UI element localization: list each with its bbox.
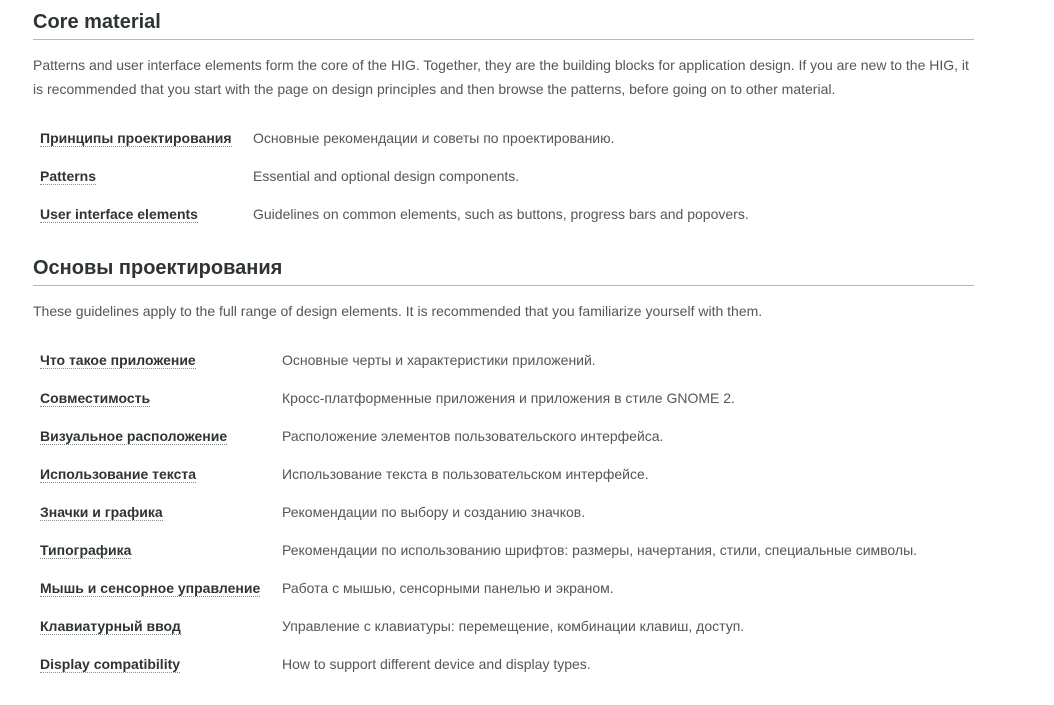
link-description: Расположение элементов пользовательского интерфейса.: [282, 428, 664, 444]
design-principles-links: [33, 341, 917, 683]
link-patterns[interactable]: Patterns: [40, 168, 97, 184]
link-display-compatibility[interactable]: Display compatibility: [40, 656, 181, 672]
table-row: [33, 531, 917, 569]
link-description: Рекомендации по выбору и созданию значков.: [282, 504, 586, 520]
link-description: Рекомендации по использованию шрифтов: размеры, начертания, стили, специальные символы.: [282, 542, 918, 558]
link-description: Управление с клавиатуры: перемещение, комбинации клавиш, доступ.: [282, 618, 745, 634]
design-principles-intro: These guidelines apply to the full range of design elements. It is recommended that you familiarize yourself with them.: [33, 303, 763, 319]
link-description: Использование текста в пользовательском интерфейсе.: [282, 466, 649, 482]
link-description: Кросс-платформенные приложения и приложения в стиле GNOME 2.: [282, 390, 735, 406]
link-description: Guidelines on common elements, such as buttons, progress bars and popovers.: [253, 206, 749, 222]
link-description: How to support different device and display types.: [282, 656, 591, 672]
table-row: [33, 195, 749, 233]
table-row: [33, 493, 917, 531]
link-description: Основные рекомендации и советы по проектированию.: [253, 130, 615, 146]
link-design-principles[interactable]: Принципы проектирования: [40, 130, 232, 146]
link-pointer-touch[interactable]: Мышь и сенсорное управление: [40, 580, 261, 596]
table-row: [33, 379, 917, 417]
link-visual-layout[interactable]: Визуальное расположение: [40, 428, 228, 444]
link-ui-elements[interactable]: User interface elements: [40, 206, 198, 222]
link-icons-artwork[interactable]: Значки и графика: [40, 504, 163, 520]
table-row: [33, 341, 917, 379]
section-title-core-material: Core material: [33, 9, 974, 40]
table-row: [33, 119, 749, 157]
table-row: [33, 417, 917, 455]
table-row: [33, 645, 917, 683]
link-typography[interactable]: Типографика: [40, 542, 132, 558]
core-material-links: [33, 119, 749, 233]
link-description: Работа с мышью, сенсорными панелью и экраном.: [282, 580, 614, 596]
link-writing-style[interactable]: Использование текста: [40, 466, 197, 482]
link-what-is-app[interactable]: Что такое приложение: [40, 352, 196, 368]
link-description: Основные черты и характеристики приложений.: [282, 352, 596, 368]
core-material-intro: Patterns and user interface elements form the core of the HIG. Together, they are the building blocks for application design. If you are new to the HIG, it is recommended that you start with the page on design principles and then browse the patterns, before going on to other material.: [33, 57, 969, 97]
link-description: Essential and optional design components.: [253, 168, 520, 184]
table-row: [33, 607, 917, 645]
link-keyboard-input[interactable]: Клавиатурный ввод: [40, 618, 181, 634]
page-content: [33, 0, 974, 683]
table-row: [33, 569, 917, 607]
section-title-design-principles: Основы проектирования: [33, 255, 974, 286]
link-compatibility[interactable]: Совместимость: [40, 390, 151, 406]
table-row: [33, 455, 917, 493]
table-row: [33, 157, 749, 195]
